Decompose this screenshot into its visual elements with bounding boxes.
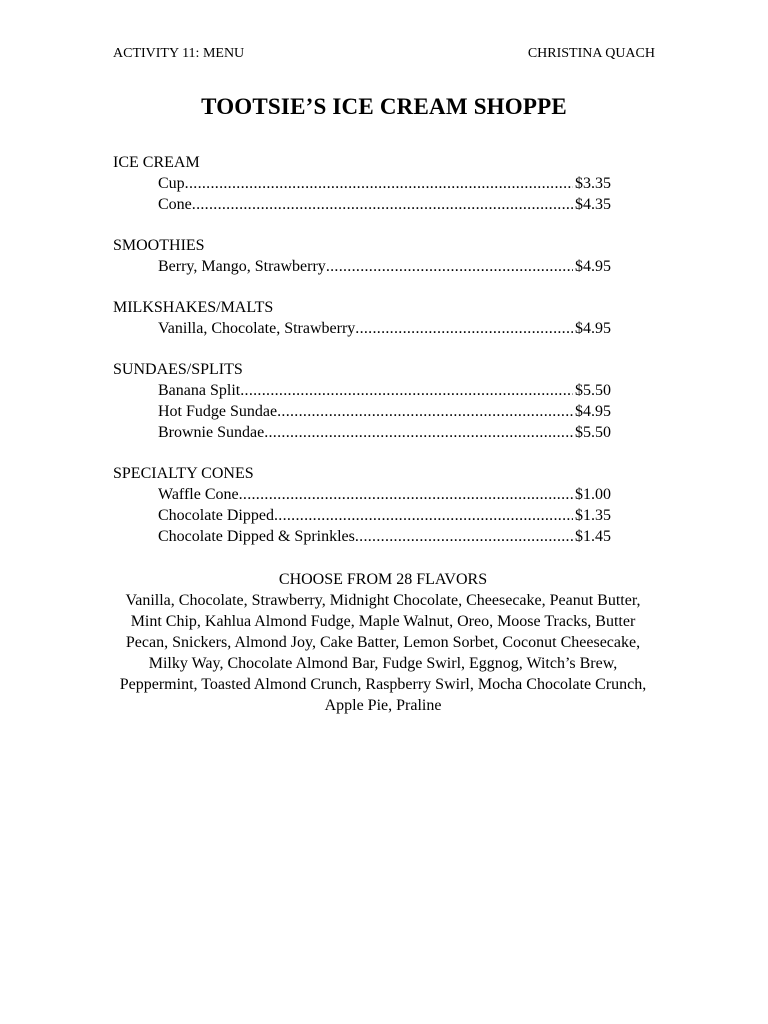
dot-leader <box>274 505 573 526</box>
section-title: MILKSHAKES/MALTS <box>113 299 274 316</box>
dot-leader <box>239 484 573 505</box>
item-price: $1.35 <box>575 507 611 524</box>
item-name: Chocolate Dipped <box>158 507 274 524</box>
item-name: Berry, Mango, Strawberry <box>158 258 326 275</box>
flavors-title: CHOOSE FROM 28 FLAVORS <box>278 571 488 588</box>
item-name: Waffle Cone <box>158 486 239 503</box>
dot-leader <box>326 256 573 277</box>
item-name: Chocolate Dipped & Sprinkles <box>158 528 355 545</box>
item-price: $4.95 <box>575 320 611 337</box>
item-name: Brownie Sundae <box>158 424 265 441</box>
item-name: Hot Fudge Sundae <box>158 403 278 420</box>
item-name: Vanilla, Chocolate, Strawberry <box>158 320 356 337</box>
item-price: $5.50 <box>575 424 611 441</box>
item-name: Cup <box>158 175 185 192</box>
item-price: $4.95 <box>575 403 611 420</box>
flavors-block <box>113 569 653 716</box>
dot-leader <box>192 194 573 215</box>
menu-list <box>113 152 611 567</box>
section-milkshakes <box>113 297 611 339</box>
section-title: SPECIALTY CONES <box>113 465 254 482</box>
dot-leader <box>264 422 573 443</box>
section-ice-cream <box>113 152 611 215</box>
menu-item <box>113 256 611 277</box>
item-price: $1.45 <box>575 528 611 545</box>
menu-title: TOOTSIE’S ICE CREAM SHOPPE <box>201 94 567 119</box>
menu-item <box>113 422 611 443</box>
section-specialty-cones <box>113 463 611 547</box>
section-title: SMOOTHIES <box>113 237 205 254</box>
author-name: CHRISTINA QUACH <box>527 46 655 61</box>
menu-item <box>113 505 611 526</box>
item-price: $1.00 <box>575 486 611 503</box>
dot-leader <box>185 173 573 194</box>
item-price: $3.35 <box>575 175 611 192</box>
menu-item <box>113 526 611 547</box>
item-price: $4.95 <box>575 258 611 275</box>
section-title: ICE CREAM <box>113 154 200 171</box>
menu-item <box>113 401 611 422</box>
activity-label: ACTIVITY 11: MENU <box>113 46 245 61</box>
menu-item <box>113 318 611 339</box>
section-sundaes <box>113 359 611 443</box>
dot-leader <box>277 401 573 422</box>
item-price: $4.35 <box>575 196 611 213</box>
item-price: $5.50 <box>575 382 611 399</box>
menu-item <box>113 380 611 401</box>
dot-leader <box>240 380 573 401</box>
section-smoothies <box>113 235 611 277</box>
item-name: Cone <box>158 196 192 213</box>
flavors-list: Vanilla, Chocolate, Strawberry, Midnight Chocolate, Cheesecake, Peanut Butter, Mint Chip, Kahlua Almond Fudge, Maple Walnut, Oreo, Moose Tracks, Butter Pecan, Snickers, Almond Joy, Cake Batter, Lemon Sorbet, Coconut Cheesecake, Milky Way, Chocolate Almond Bar, Fudge Swirl, Eggnog, Witch’s Brew, Peppermint, Toasted Almond Crunch, Raspberry Swirl, Mocha Chocolate Crunch, Apple Pie, Praline <box>119 592 647 714</box>
menu-item <box>113 484 611 505</box>
section-title: SUNDAES/SPLITS <box>113 361 243 378</box>
menu-item <box>113 173 611 194</box>
dot-leader <box>355 526 573 547</box>
item-name: Banana Split <box>158 382 241 399</box>
dot-leader <box>355 318 573 339</box>
menu-item <box>113 194 611 215</box>
